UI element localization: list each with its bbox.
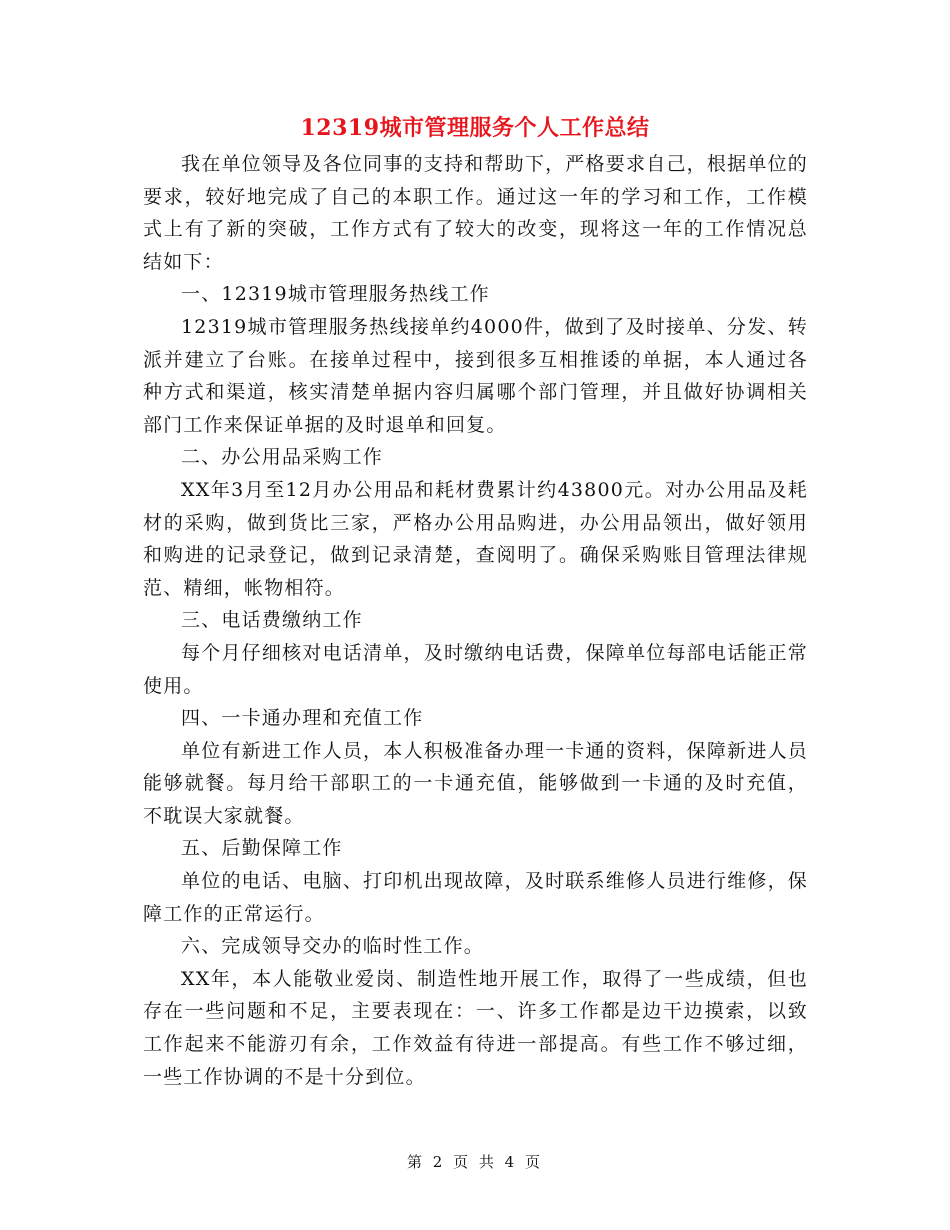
section-heading-1: 一、12319城市管理服务热线工作 xyxy=(181,283,490,306)
section-heading-4: 四、一卡通办理和充值工作 xyxy=(181,707,424,730)
paragraph-2: XX年3月至12月办公用品和耗材费累计约43800元。对办公用品及耗材的采购，做到货比三家，严格办公用品购进，办公用品领出，做好领用和购进的记录登记，做到记录清楚，查阅明了。确保采购账目管理法律规范、精细，帐物相符。 xyxy=(143,478,808,599)
document-title: 12319城市管理服务个人工作总结 xyxy=(300,115,650,141)
section-heading-2: 二、办公用品采购工作 xyxy=(181,446,384,469)
page-number: 第 2 页 共 4 页 xyxy=(407,1153,543,1171)
paragraph-3: 每个月仔细核对电话清单，及时缴纳电话费，保障单位每部电话能正常使用。 xyxy=(143,641,808,697)
document-body xyxy=(143,148,808,1093)
section-heading-3: 三、电话费缴纳工作 xyxy=(181,609,363,632)
paragraph-summary: XX年，本人能敬业爱岗、制造性地开展工作，取得了一些成绩，但也存在一些问题和不足，主要表现在：一、许多工作都是边干边摸索，以致工作起来不能游刃有余，工作效益有待进一部提高。有些工作不够过细，一些工作协调的不是十分到位。 xyxy=(143,967,808,1088)
section-heading-5: 五、后勤保障工作 xyxy=(181,837,343,860)
paragraph-intro: 我在单位领导及各位同事的支持和帮助下，严格要求自己，根据单位的要求，较好地完成了自己的本职工作。通过这一年的学习和工作，工作模式上有了新的突破，工作方式有了较大的改变，现将这一年的工作情况总结如下： xyxy=(143,153,808,273)
paragraph-4: 单位有新进工作人员，本人积极准备办理一卡通的资料，保障新进人员能够就餐。每月给干部职工的一卡通充值，能够做到一卡通的及时充值，不耽误大家就餐。 xyxy=(143,739,808,827)
paragraph-1: 12319城市管理服务热线接单约4000件，做到了及时接单、分发、转派并建立了台账。在接单过程中，接到很多互相推诿的单据，本人通过各种方式和渠道，核实清楚单据内容归属哪个部门管理，并且做好协调相关部门工作来保证单据的及时退单和回复。 xyxy=(143,315,808,436)
paragraph-5: 单位的电话、电脑、打印机出现故障，及时联系维修人员进行维修，保障工作的正常运行。 xyxy=(143,870,808,925)
section-heading-6: 六、完成领导交办的临时性工作。 xyxy=(181,935,485,958)
